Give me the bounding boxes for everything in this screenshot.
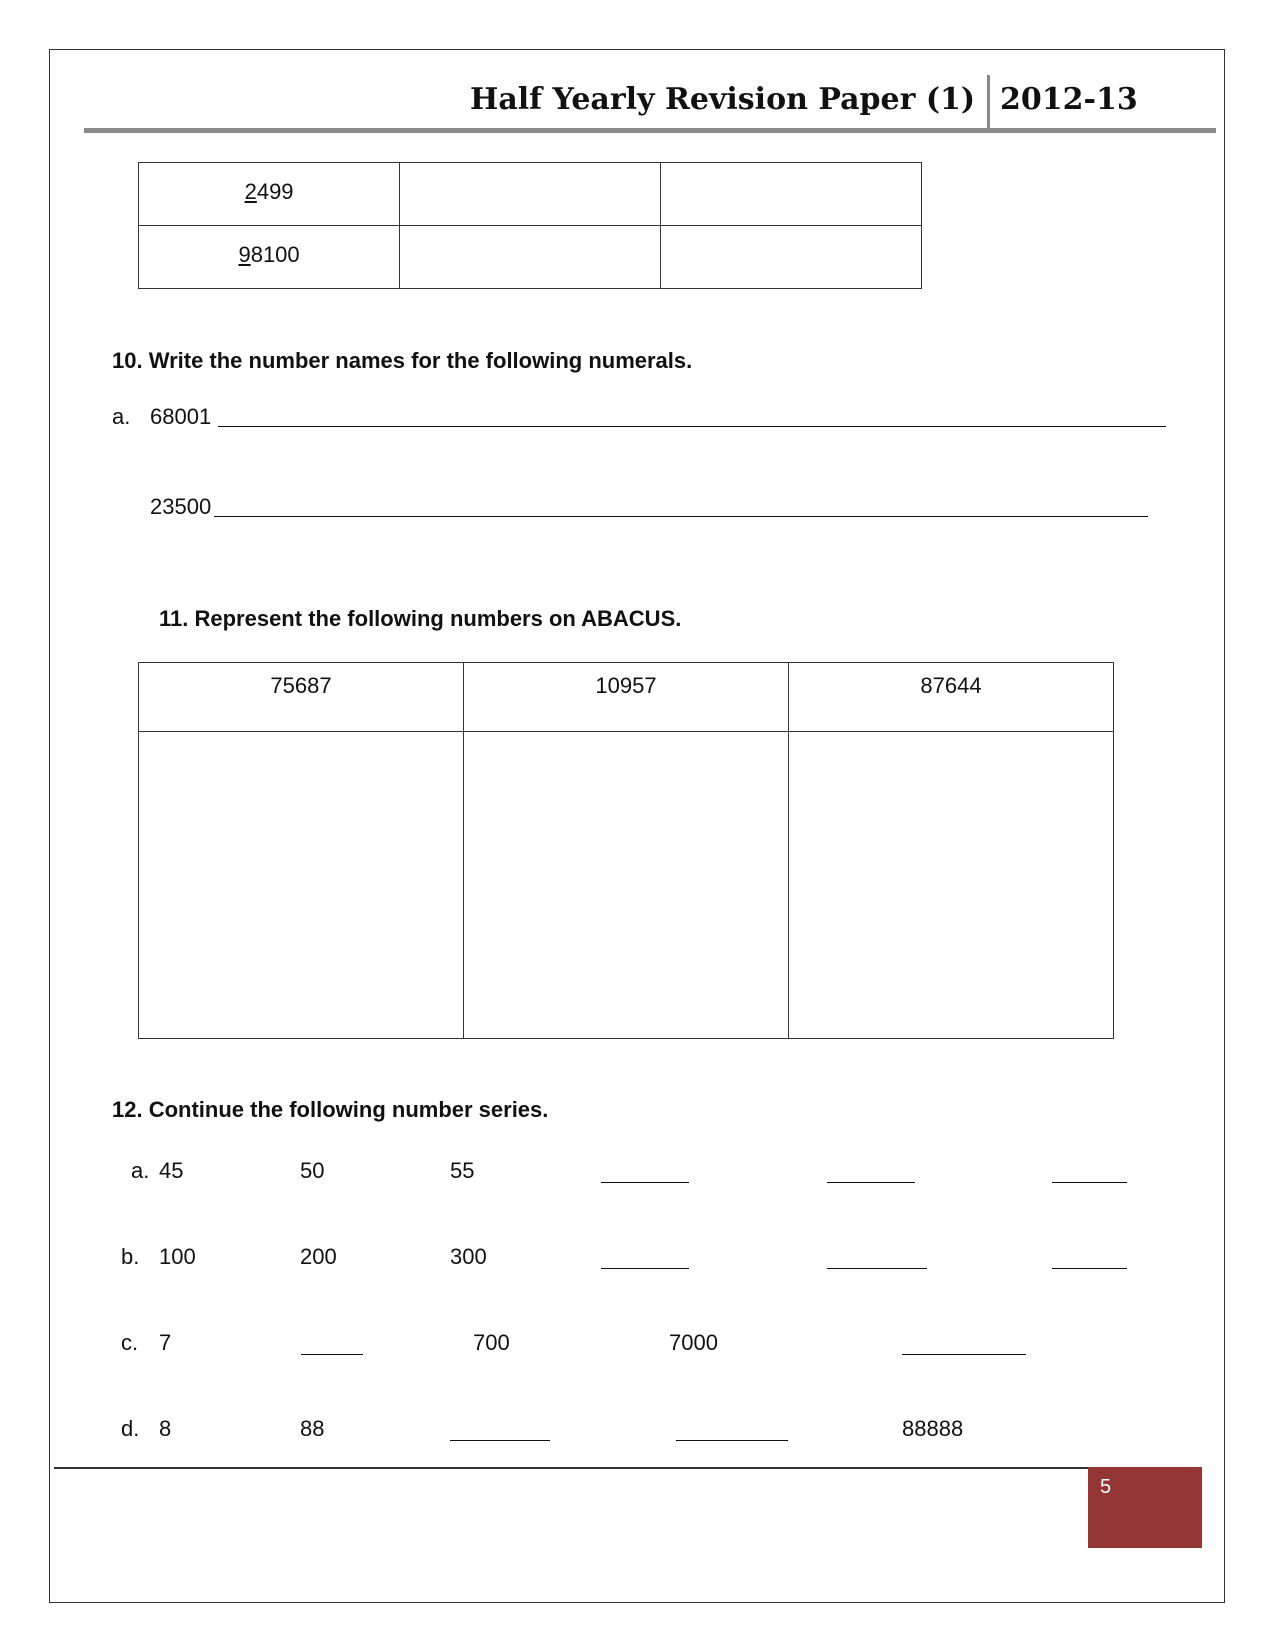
series-value: 7000 xyxy=(669,1330,718,1355)
series-value: 7 xyxy=(159,1330,172,1355)
series-label: d. xyxy=(121,1416,140,1441)
header-separator xyxy=(987,75,990,130)
table-cell xyxy=(139,163,400,226)
answer-cell[interactable] xyxy=(661,226,922,289)
series-answer-blank[interactable] xyxy=(902,1354,1026,1355)
series-answer-blank[interactable] xyxy=(1052,1182,1127,1183)
series-value: 88888 xyxy=(902,1416,964,1441)
series-value: 45 xyxy=(159,1158,184,1183)
page-number: 5 xyxy=(1100,1476,1112,1498)
footer-rule xyxy=(54,1467,1088,1469)
series-answer-blank[interactable] xyxy=(450,1440,550,1441)
number-rest: 8100 xyxy=(250,242,300,267)
q10-b-number: 23500 xyxy=(150,494,212,519)
abacus-table xyxy=(138,662,1114,1039)
series-value: 8 xyxy=(159,1416,172,1441)
header-rule xyxy=(84,128,1216,133)
table-cell xyxy=(139,226,400,289)
academic-year: 2012-13 xyxy=(1000,82,1138,117)
series-answer-blank[interactable] xyxy=(676,1440,788,1441)
question-12-title: 12. Continue the following number series. xyxy=(112,1097,549,1122)
table-row xyxy=(139,163,922,226)
abacus-number: 87644 xyxy=(789,663,1114,732)
series-value: 55 xyxy=(450,1158,475,1183)
q10-a-answer-line[interactable] xyxy=(218,426,1166,427)
table-row xyxy=(139,732,1114,1039)
underlined-digit: 2 xyxy=(244,179,257,204)
series-answer-blank[interactable] xyxy=(301,1354,363,1355)
answer-cell[interactable] xyxy=(400,163,661,226)
series-label: a. xyxy=(131,1158,150,1183)
series-value: 300 xyxy=(450,1244,487,1269)
q10-a-number: 68001 xyxy=(150,404,212,429)
series-value: 88 xyxy=(300,1416,325,1441)
abacus-number: 10957 xyxy=(464,663,789,732)
series-value: 700 xyxy=(473,1330,510,1355)
table-row xyxy=(139,663,1114,732)
series-answer-blank[interactable] xyxy=(601,1268,689,1269)
answer-cell[interactable] xyxy=(400,226,661,289)
series-value: 200 xyxy=(300,1244,337,1269)
series-value: 50 xyxy=(300,1158,325,1183)
series-answer-blank[interactable] xyxy=(827,1268,927,1269)
page-title: Half Yearly Revision Paper (1) xyxy=(470,82,976,117)
abacus-drawing-area[interactable] xyxy=(464,732,789,1039)
place-value-table xyxy=(138,162,922,289)
abacus-drawing-area[interactable] xyxy=(139,732,464,1039)
series-label: c. xyxy=(121,1330,139,1355)
series-label: b. xyxy=(121,1244,140,1269)
underlined-digit: 9 xyxy=(238,242,251,267)
series-value: 100 xyxy=(159,1244,196,1269)
table-row xyxy=(139,226,922,289)
answer-cell[interactable] xyxy=(661,163,922,226)
question-11-title: 11. Represent the following numbers on ABACUS. xyxy=(159,606,682,631)
abacus-number: 75687 xyxy=(139,663,464,732)
q10-b-answer-line[interactable] xyxy=(214,516,1148,517)
question-10-title: 10. Write the number names for the following numerals. xyxy=(112,348,693,373)
series-answer-blank[interactable] xyxy=(601,1182,689,1183)
q10-a-label: a. xyxy=(112,404,131,429)
series-answer-blank[interactable] xyxy=(827,1182,915,1183)
number-rest: 499 xyxy=(256,179,294,204)
series-answer-blank[interactable] xyxy=(1052,1268,1127,1269)
abacus-drawing-area[interactable] xyxy=(789,732,1114,1039)
